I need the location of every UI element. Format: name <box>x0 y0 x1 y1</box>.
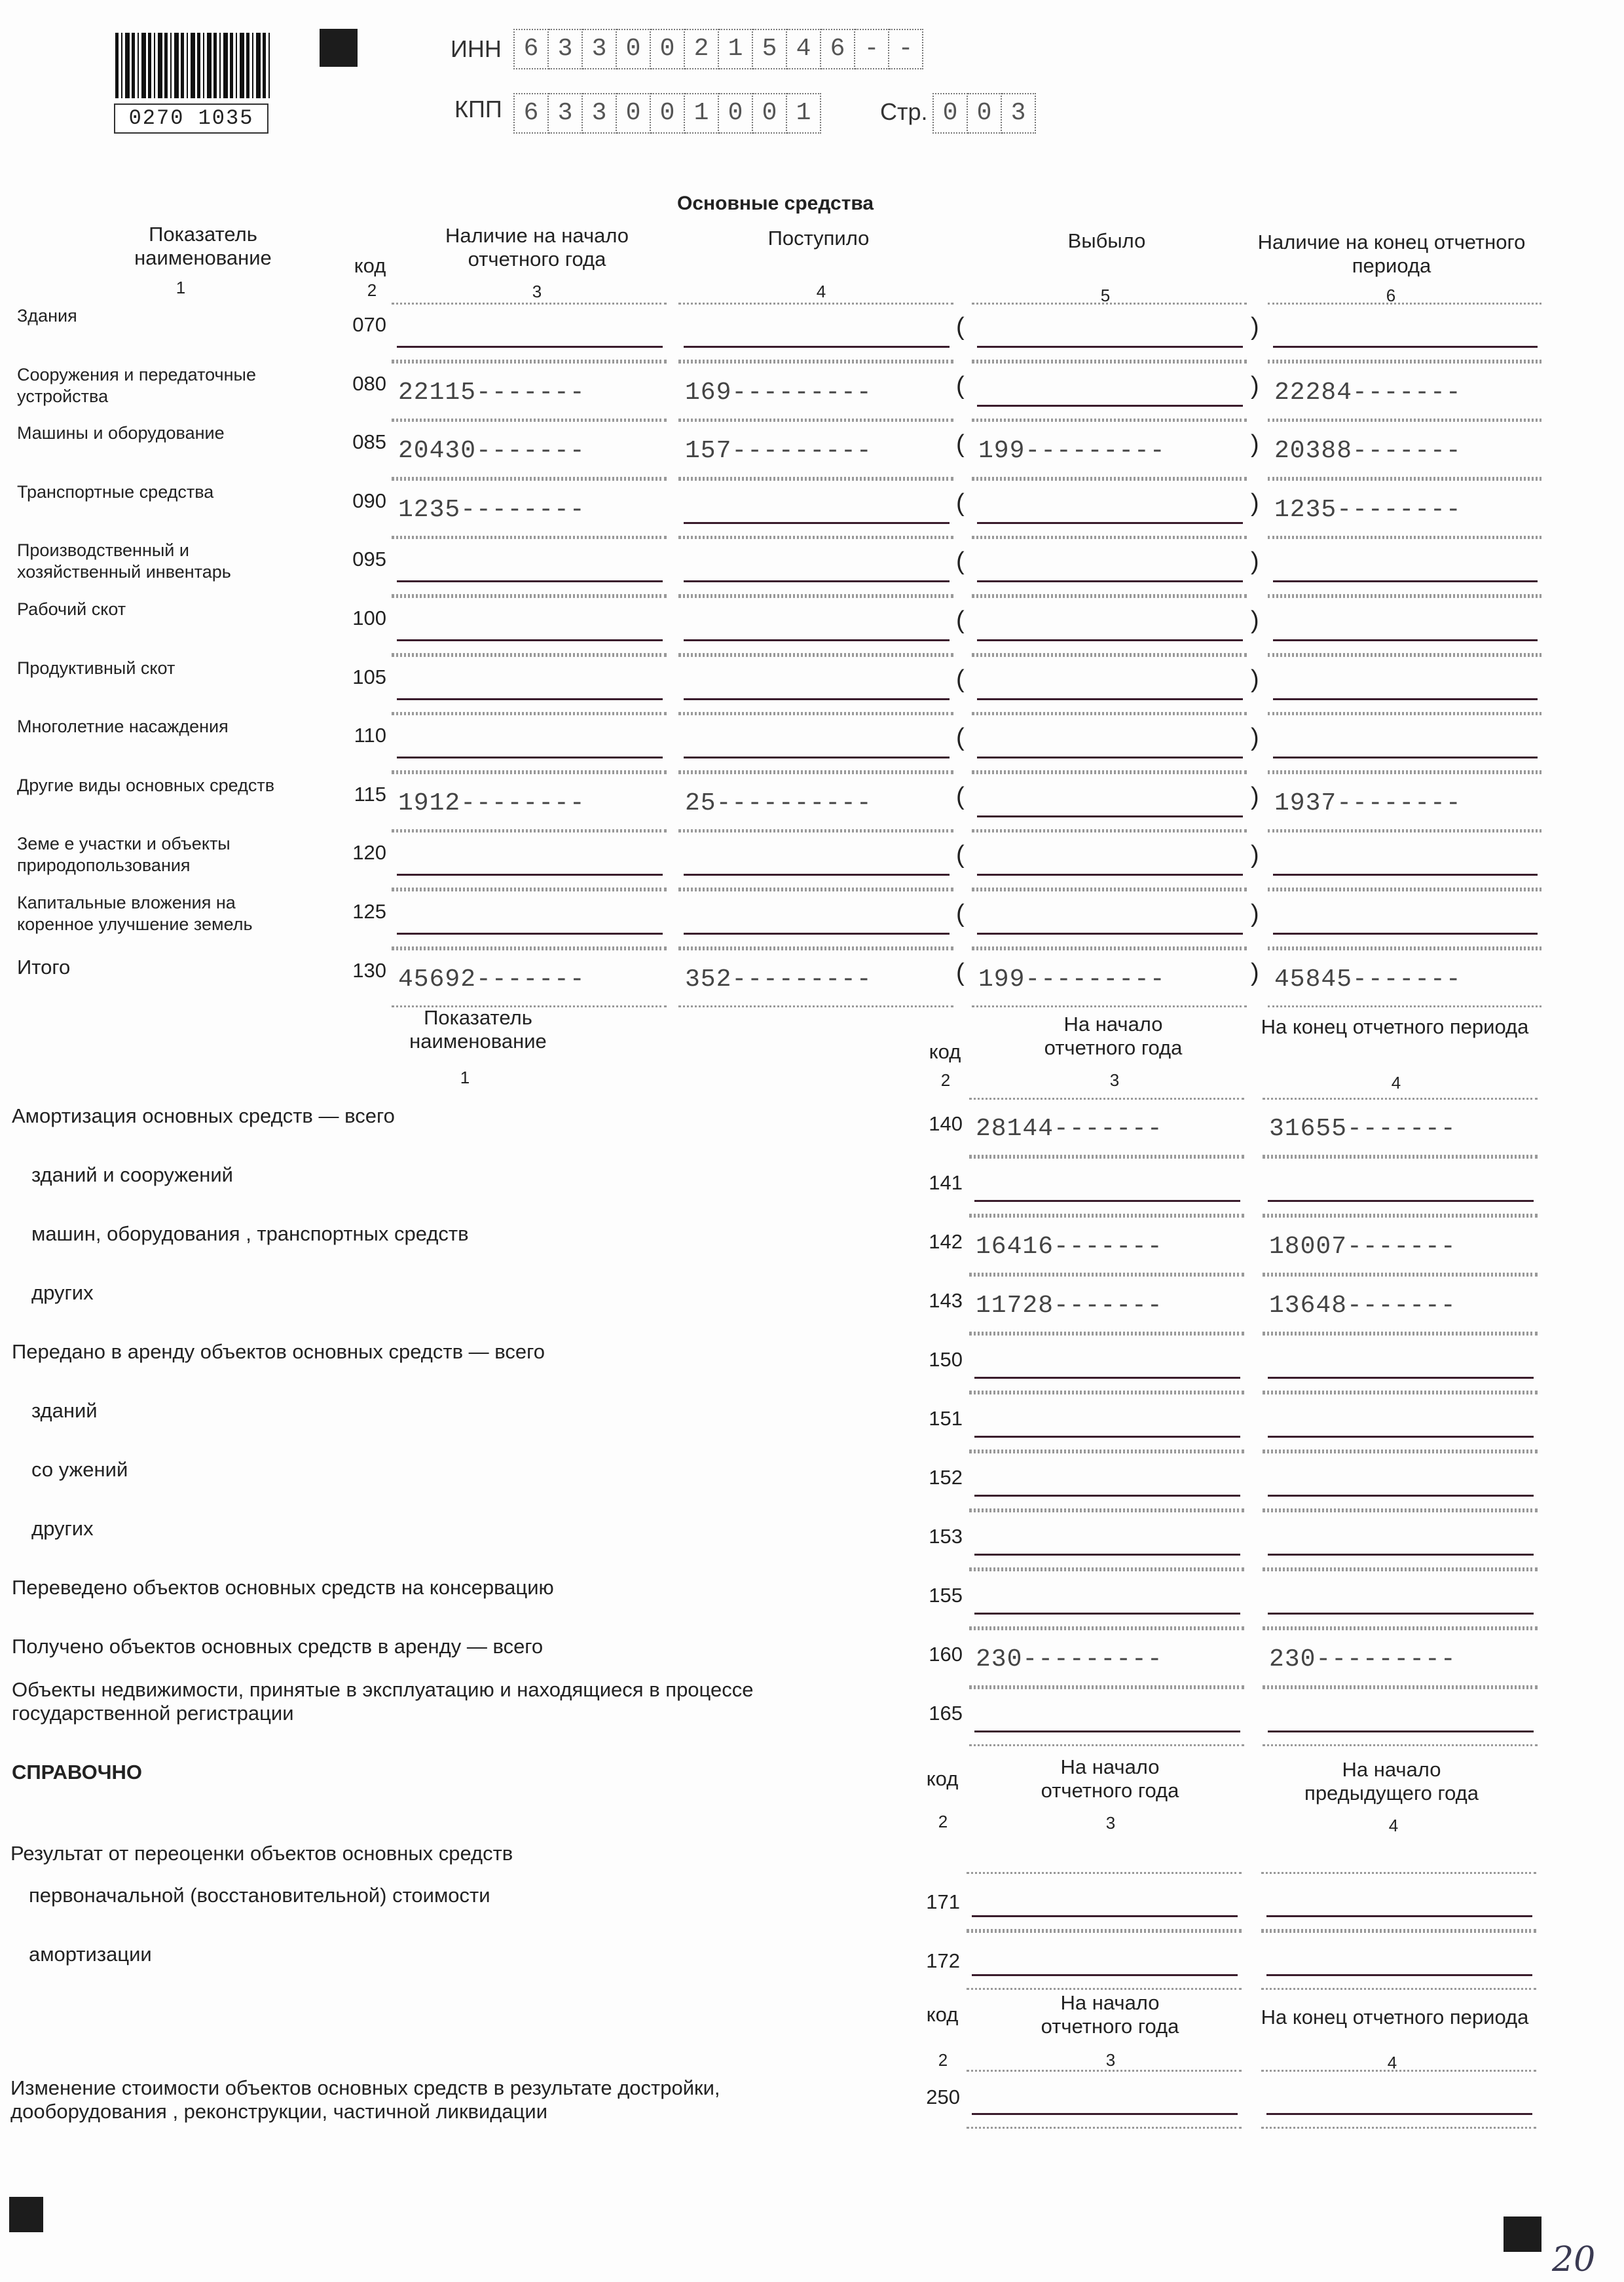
s2-row-code: 165 <box>929 1702 963 1725</box>
s4-row-label: Изменение стоимости объектов основных средств в результате достройки, дооборудования , реконструкции, частичной ликвидации <box>10 2076 720 2123</box>
s1-col5-field-line <box>977 405 1243 407</box>
barcode-image <box>115 33 271 98</box>
s4-col-header-3: На начало отчетного года <box>1041 1991 1179 2038</box>
kpp-digit: 1 <box>787 93 821 134</box>
s1-open-paren: ( <box>956 548 965 575</box>
s1-row-label: Производственный и хозяйственный инвентарь <box>17 540 231 582</box>
s2-col-header-2: код <box>929 1040 961 1063</box>
s1-col5-field[interactable] <box>972 713 1247 772</box>
s1-col-header-5: Выбыло <box>1067 229 1146 252</box>
s1-col4-field[interactable] <box>678 420 953 479</box>
s1-row-code: 110 <box>354 724 386 747</box>
s2-row-code: 150 <box>929 1348 963 1371</box>
s1-col-number-1: 1 <box>175 278 186 297</box>
s1-row-label: Продуктивный скот <box>17 658 175 678</box>
s1-col6-field-value: 1235-------- <box>1274 496 1462 524</box>
s2-col4-field-line <box>1268 1495 1534 1497</box>
s2-col4-field-value: 230--------- <box>1269 1645 1456 1674</box>
s1-col4-field-value: 25---------- <box>685 789 872 817</box>
s1-open-paren: ( <box>956 430 965 458</box>
s1-row-label: Итого <box>17 956 71 979</box>
s1-col3-field[interactable] <box>392 948 667 1007</box>
s2-row-label: других <box>31 1517 94 1540</box>
s1-col4-field-line <box>684 757 950 758</box>
inn-field <box>513 29 923 69</box>
inn-digit: 1 <box>719 29 753 69</box>
s1-col5-field-value: 199--------- <box>978 437 1166 465</box>
s2-col4-field-value: 31655------- <box>1269 1115 1456 1143</box>
s1-col6-field[interactable] <box>1268 420 1541 479</box>
s2-col3-field[interactable] <box>969 1510 1244 1569</box>
s1-row-label: Капитальные вложения на коренное улучшение земель <box>17 893 253 934</box>
inn-digit: - <box>855 29 889 69</box>
s3-col-header-4: На начало предыдущего года <box>1304 1758 1479 1805</box>
s2-col4-field[interactable] <box>1263 1393 1538 1451</box>
s1-col-header-2: код <box>354 254 386 277</box>
s3-col-header-code: код <box>926 1767 959 1790</box>
s1-row-label: Другие виды основных средств <box>17 776 275 795</box>
s4-col-header-code: код <box>926 2003 959 2026</box>
s1-col5-field-value: 199--------- <box>978 965 1166 994</box>
s1-col3-field-line <box>397 639 663 641</box>
s1-col6-field-value: 20388------- <box>1274 437 1462 465</box>
inn-digit: 6 <box>821 29 855 69</box>
s2-row-code: 142 <box>929 1230 963 1253</box>
s3-row-label: амортизации <box>29 1943 152 1966</box>
s1-open-paren: ( <box>956 489 965 517</box>
s1-col5-field-line <box>977 346 1243 348</box>
s2-row-label: Переведено объектов основных средств на консервацию <box>12 1576 554 1599</box>
s3-col3-field-line <box>972 1915 1238 1917</box>
s1-col6-field-line <box>1273 346 1538 348</box>
s1-col6-field[interactable] <box>1268 479 1541 538</box>
inn-label: ИНН <box>451 35 502 62</box>
s2-col3-field-line <box>974 1554 1240 1556</box>
s2-col3-field-line <box>974 1495 1240 1497</box>
kpp-digit: 0 <box>651 93 685 134</box>
s1-col5-field-line <box>977 580 1243 582</box>
s3-col4-field-line <box>1266 1915 1532 1917</box>
s1-row-label: Машины и оборудование <box>17 423 225 443</box>
s2-col3-field[interactable] <box>969 1393 1244 1451</box>
inn-digit: 3 <box>583 29 617 69</box>
s1-col3-field-value: 1912-------- <box>398 789 585 817</box>
s1-close-paren: ) <box>1251 841 1259 869</box>
kpp-digit: 1 <box>685 93 719 134</box>
s2-col4-field-line <box>1268 1613 1534 1615</box>
s1-close-paren: ) <box>1251 959 1259 986</box>
s2-col3-field-value: 16416------- <box>976 1233 1163 1261</box>
s1-open-paren: ( <box>956 372 965 400</box>
s1-col5-field[interactable] <box>972 831 1247 889</box>
s1-col6-field-line <box>1273 874 1538 876</box>
s2-col4-field[interactable] <box>1263 1216 1538 1275</box>
s2-row-label: других <box>31 1281 94 1304</box>
s3-row-code: 172 <box>926 1949 960 1972</box>
barcode-number: 0270 1035 <box>114 103 268 134</box>
s4-col-header-4: На конец отчетного периода <box>1261 2006 1529 2029</box>
s1-col6-field-value: 1937-------- <box>1274 789 1462 817</box>
s2-col3-field[interactable] <box>969 1451 1244 1510</box>
s2-col4-field-line <box>1268 1436 1534 1438</box>
kpp-label: КПП <box>454 96 502 122</box>
s1-col-number-6: 6 <box>1386 286 1396 305</box>
s1-col4-field[interactable] <box>678 948 953 1007</box>
s2-row-label: Объекты недвижимости, принятые в эксплуатацию и находящиеся в процессе государственной регистрации <box>12 1678 754 1725</box>
s3-col3-field[interactable] <box>967 1872 1242 1931</box>
s1-col4-field[interactable] <box>678 889 953 948</box>
kpp-digit: 0 <box>617 93 651 134</box>
s1-col4-field-line <box>684 346 950 348</box>
s1-col6-field[interactable] <box>1268 596 1541 655</box>
s1-row-code: 115 <box>354 783 386 806</box>
s1-col6-field-line <box>1273 698 1538 700</box>
kpp-digit: 6 <box>513 93 549 134</box>
s2-row-label: зданий и сооружений <box>31 1163 233 1186</box>
s1-col5-field[interactable] <box>972 479 1247 538</box>
s3-col3-field[interactable] <box>967 1931 1242 1990</box>
s1-col4-field-line <box>684 698 950 700</box>
s1-col4-field[interactable] <box>678 537 953 596</box>
s1-close-paren: ) <box>1251 489 1259 517</box>
s1-row-code: 090 <box>352 489 386 512</box>
s1-row-code: 095 <box>352 548 386 570</box>
inn-digit: 5 <box>753 29 787 69</box>
s2-col3-field-line <box>974 1613 1240 1615</box>
s1-col3-field-value: 45692------- <box>398 965 585 994</box>
s1-row-code: 070 <box>352 313 386 336</box>
s2-row-label: со ужений <box>31 1458 128 1481</box>
s1-col3-field[interactable] <box>392 479 667 538</box>
s1-row-label: Многолетние насаждения <box>17 717 229 736</box>
s1-col5-field-line <box>977 698 1243 700</box>
s2-row-label: машин, оборудования , транспортных средств <box>31 1222 469 1245</box>
s2-row-label: зданий <box>31 1399 98 1422</box>
s1-close-paren: ) <box>1251 665 1259 693</box>
s3-col4-field[interactable] <box>1261 1872 1536 1931</box>
s1-col5-field[interactable] <box>972 537 1247 596</box>
s4-col3-field-line <box>972 2113 1238 2115</box>
section-title-fixed-assets: Основные средства <box>677 193 874 214</box>
s2-col-header-3: На начало отчетного года <box>1044 1013 1183 1059</box>
s1-col-number-5: 5 <box>1100 286 1111 305</box>
inn-digit: - <box>889 29 923 69</box>
s1-col3-field-line <box>397 580 663 582</box>
s2-col-number-4: 4 <box>1391 1073 1401 1093</box>
s1-col5-field[interactable] <box>972 596 1247 655</box>
s1-col4-field[interactable] <box>678 772 953 831</box>
s1-open-paren: ( <box>956 313 965 341</box>
s4-col4-field-line <box>1266 2113 1532 2115</box>
s1-col4-field[interactable] <box>678 596 953 655</box>
s1-col4-field-line <box>684 933 950 935</box>
page-label: Стр. <box>880 98 928 125</box>
s4-col3-field[interactable] <box>967 2070 1242 2129</box>
s1-col-number-2: 2 <box>367 280 377 300</box>
inn-digit: 0 <box>617 29 651 69</box>
s1-col5-field-line <box>977 639 1243 641</box>
s1-col3-field-line <box>397 757 663 758</box>
s1-close-paren: ) <box>1251 372 1259 400</box>
s1-col4-field-line <box>684 639 950 641</box>
s1-col3-field-line <box>397 698 663 700</box>
kpp-digit: 0 <box>753 93 787 134</box>
s2-row-code: 153 <box>929 1525 963 1548</box>
s4-col-number-2: 2 <box>938 2050 948 2070</box>
s1-col5-field[interactable] <box>972 303 1247 362</box>
s3-col-number-2: 2 <box>938 1812 948 1831</box>
s2-col-number-2: 2 <box>940 1070 951 1090</box>
inn-digit: 3 <box>549 29 583 69</box>
s1-row-label: Рабочий скот <box>17 599 126 619</box>
s2-row-label: Получено объектов основных средств в аренду — всего <box>12 1635 544 1658</box>
s1-open-paren: ( <box>956 665 965 693</box>
s1-col-number-3: 3 <box>532 282 542 301</box>
s2-col3-field[interactable] <box>969 1687 1244 1746</box>
s3-col-number-4: 4 <box>1388 1816 1399 1835</box>
s1-col6-field[interactable] <box>1268 537 1541 596</box>
s1-col3-field[interactable] <box>392 362 667 421</box>
s1-close-paren: ) <box>1251 900 1259 927</box>
s2-col3-field[interactable] <box>969 1216 1244 1275</box>
s2-row-code: 155 <box>929 1584 963 1607</box>
s1-open-paren: ( <box>956 959 965 986</box>
s1-col-number-4: 4 <box>816 282 826 301</box>
s1-row-code: 125 <box>352 900 386 923</box>
s2-col4-field-line <box>1268 1377 1534 1379</box>
s1-col5-field[interactable] <box>972 420 1247 479</box>
s1-col4-field[interactable] <box>678 303 953 362</box>
s1-col4-field[interactable] <box>678 362 953 421</box>
s4-col4-field[interactable] <box>1261 2070 1536 2129</box>
s2-col4-field-line <box>1268 1200 1534 1202</box>
s1-col5-field-line <box>977 933 1243 935</box>
s1-col5-field[interactable] <box>972 362 1247 421</box>
s4-col-number-4: 4 <box>1387 2053 1397 2072</box>
s2-col3-field-value: 11728------- <box>976 1292 1163 1320</box>
s1-col3-field[interactable] <box>392 537 667 596</box>
s2-col4-field-line <box>1268 1554 1534 1556</box>
s1-col6-field[interactable] <box>1268 889 1541 948</box>
registration-marker-bottom-left <box>9 2197 43 2232</box>
s2-row-code: 152 <box>929 1466 963 1489</box>
s2-row-code: 160 <box>929 1643 963 1666</box>
registration-marker-top <box>320 29 358 67</box>
s2-col4-field-line <box>1268 1730 1534 1732</box>
s2-col4-field[interactable] <box>1263 1098 1538 1157</box>
s1-row-code: 085 <box>352 430 386 453</box>
s1-row-code: 080 <box>352 372 386 395</box>
s1-col3-field-line <box>397 346 663 348</box>
page-digit: 3 <box>1002 93 1036 134</box>
s1-col6-field-line <box>1273 933 1538 935</box>
s1-row-code: 105 <box>352 665 386 688</box>
registration-marker-bottom-right <box>1504 2217 1541 2252</box>
s1-open-paren: ( <box>956 841 965 869</box>
s2-col4-field-value: 18007------- <box>1269 1233 1456 1261</box>
s1-row-label: Здания <box>17 306 77 326</box>
s2-col-number-1: 1 <box>460 1068 470 1087</box>
s1-col3-field[interactable] <box>392 420 667 479</box>
s2-col3-field[interactable] <box>969 1569 1244 1628</box>
s2-col4-field[interactable] <box>1263 1510 1538 1569</box>
s1-col3-field[interactable] <box>392 596 667 655</box>
s1-col4-field-line <box>684 580 950 582</box>
s1-col5-field-line <box>977 522 1243 524</box>
page-number-field <box>932 93 1036 134</box>
s2-col4-field[interactable] <box>1263 1275 1538 1334</box>
s1-row-code: 130 <box>352 959 386 982</box>
s1-col3-field[interactable] <box>392 303 667 362</box>
s2-col4-field[interactable] <box>1263 1628 1538 1687</box>
s1-col3-field[interactable] <box>392 655 667 714</box>
s2-col3-field-value: 230--------- <box>976 1645 1163 1674</box>
inn-digit: 0 <box>651 29 685 69</box>
s1-col6-field-value: 45845------- <box>1274 965 1462 994</box>
page-digit: 0 <box>968 93 1002 134</box>
s1-close-paren: ) <box>1251 430 1259 458</box>
kpp-digit: 3 <box>549 93 583 134</box>
s1-col3-field[interactable] <box>392 831 667 889</box>
s1-col6-field[interactable] <box>1268 772 1541 831</box>
s2-col3-field-line <box>974 1377 1240 1379</box>
s1-col3-field-line <box>397 933 663 935</box>
s3-col-number-3: 3 <box>1105 1813 1116 1833</box>
s2-col4-field-value: 13648------- <box>1269 1292 1456 1320</box>
s1-col6-field[interactable] <box>1268 303 1541 362</box>
s1-col3-field[interactable] <box>392 772 667 831</box>
page-digit: 0 <box>932 93 968 134</box>
s1-col4-field-value: 169--------- <box>685 379 872 407</box>
s3-col-header-3: На начало отчетного года <box>1041 1755 1179 1802</box>
s2-row-code: 151 <box>929 1407 963 1430</box>
s1-row-code: 100 <box>352 607 386 629</box>
s1-open-paren: ( <box>956 724 965 751</box>
s2-col4-field[interactable] <box>1263 1451 1538 1510</box>
s2-col3-field[interactable] <box>969 1098 1244 1157</box>
s1-col5-field-line <box>977 815 1243 817</box>
kpp-digit: 0 <box>719 93 753 134</box>
inn-digit: 2 <box>685 29 719 69</box>
s3-col3-field-line <box>972 1974 1238 1976</box>
s1-close-paren: ) <box>1251 783 1259 810</box>
s2-col3-field[interactable] <box>969 1628 1244 1687</box>
s2-col3-field-line <box>974 1436 1240 1438</box>
s1-col6-field[interactable] <box>1268 713 1541 772</box>
s2-col4-field[interactable] <box>1263 1569 1538 1628</box>
s3-col4-field[interactable] <box>1261 1931 1536 1990</box>
s1-col3-field-line <box>397 874 663 876</box>
s1-col3-field-value: 22115------- <box>398 379 585 407</box>
kpp-field <box>513 93 821 134</box>
s1-open-paren: ( <box>956 900 965 927</box>
s1-col6-field[interactable] <box>1268 831 1541 889</box>
s1-col6-field[interactable] <box>1268 655 1541 714</box>
s1-col4-field[interactable] <box>678 831 953 889</box>
s1-col5-field[interactable] <box>972 948 1247 1007</box>
s1-col6-field-line <box>1273 757 1538 758</box>
s1-col4-field-value: 352--------- <box>685 965 872 994</box>
s1-close-paren: ) <box>1251 313 1259 341</box>
s1-col5-field-line <box>977 874 1243 876</box>
s1-close-paren: ) <box>1251 724 1259 751</box>
s1-col3-field-value: 1235-------- <box>398 496 585 524</box>
handwritten-note: 20 <box>1552 2240 1596 2279</box>
s4-row-code: 250 <box>926 2086 960 2108</box>
s1-col5-field[interactable] <box>972 655 1247 714</box>
s1-row-code: 120 <box>352 841 386 864</box>
s2-row-code: 141 <box>929 1171 963 1194</box>
s2-col3-field-line <box>974 1200 1240 1202</box>
s1-col6-field-line <box>1273 639 1538 641</box>
s1-col4-field-value: 157--------- <box>685 437 872 465</box>
s1-col-header-6: Наличие на конец отчетного периода <box>1257 231 1526 277</box>
s2-col3-field-value: 28144------- <box>976 1115 1163 1143</box>
s1-close-paren: ) <box>1251 548 1259 575</box>
s1-col6-field[interactable] <box>1268 362 1541 421</box>
s1-col6-field-value: 22284------- <box>1274 379 1462 407</box>
s1-col4-field-line <box>684 874 950 876</box>
s2-row-code: 143 <box>929 1289 963 1312</box>
s1-col5-field[interactable] <box>972 772 1247 831</box>
s1-col-header-4: Поступило <box>767 227 870 250</box>
kpp-digit: 3 <box>583 93 617 134</box>
s1-col4-field[interactable] <box>678 479 953 538</box>
s2-col-header-4: На конец отчетного периода <box>1261 1015 1529 1038</box>
s2-row-label: Передано в аренду объектов основных средств — всего <box>12 1340 545 1363</box>
reference-section-title: СПРАВОЧНО <box>12 1761 143 1784</box>
s2-col4-field[interactable] <box>1263 1334 1538 1393</box>
s1-col5-field[interactable] <box>972 889 1247 948</box>
s1-col3-field[interactable] <box>392 713 667 772</box>
s1-col4-field-line <box>684 522 950 524</box>
s1-col3-field-value: 20430------- <box>398 437 585 465</box>
s1-col4-field[interactable] <box>678 655 953 714</box>
s1-row-label: Сооружения и передаточные устройства <box>17 365 256 406</box>
inn-digit: 6 <box>513 29 549 69</box>
s1-open-paren: ( <box>956 783 965 810</box>
s3-row-code: 171 <box>926 1890 960 1913</box>
s2-col4-field[interactable] <box>1263 1687 1538 1746</box>
s2-col4-field[interactable] <box>1263 1157 1538 1216</box>
s1-col-header-1: Показатель наименование <box>134 223 272 269</box>
s2-col3-field[interactable] <box>969 1334 1244 1393</box>
revaluation-group-label: Результат от переоценки объектов основных средств <box>10 1842 513 1865</box>
s1-row-label: Транспортные средства <box>17 482 214 502</box>
s1-col4-field[interactable] <box>678 713 953 772</box>
s1-col6-field-line <box>1273 580 1538 582</box>
inn-digit: 4 <box>787 29 821 69</box>
s2-col-number-3: 3 <box>1109 1070 1120 1090</box>
s3-row-label: первоначальной (восстановительной) стоимости <box>29 1884 490 1907</box>
s2-row-code: 140 <box>929 1112 963 1135</box>
s1-col3-field[interactable] <box>392 889 667 948</box>
s1-col5-field-line <box>977 757 1243 758</box>
s2-col-header-1: Показатель наименование <box>409 1006 547 1053</box>
s2-col3-field[interactable] <box>969 1275 1244 1334</box>
s2-col3-field[interactable] <box>969 1157 1244 1216</box>
s1-col-header-3: Наличие на начало отчетного года <box>445 224 629 271</box>
s1-open-paren: ( <box>956 607 965 634</box>
s2-row-label: Амортизация основных средств — всего <box>12 1104 395 1127</box>
s1-row-label: Земе е участки и объекты природопользования <box>17 834 231 875</box>
s3-col4-field-line <box>1266 1974 1532 1976</box>
s2-col3-field-line <box>974 1730 1240 1732</box>
s1-close-paren: ) <box>1251 607 1259 634</box>
s1-col6-field[interactable] <box>1268 948 1541 1007</box>
s4-col-number-3: 3 <box>1105 2050 1116 2070</box>
